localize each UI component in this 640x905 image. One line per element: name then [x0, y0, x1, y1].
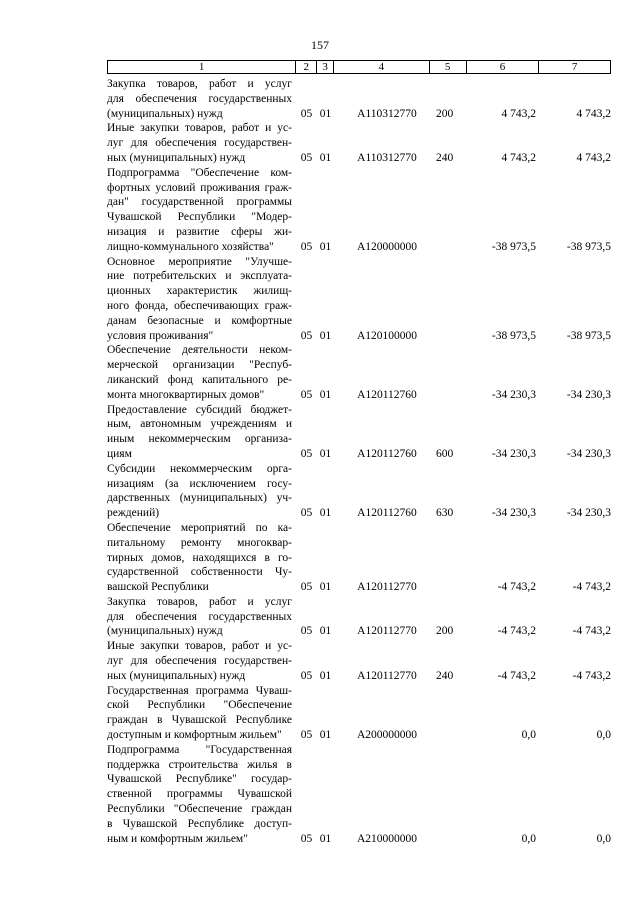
amount-col-7: -34 230,3 [566, 447, 611, 460]
description-line: низация и развитие сферы жи- [107, 225, 292, 238]
subsection-code: 01 [319, 625, 332, 638]
row-description [107, 343, 296, 402]
description-line: Предоставление субсидий бюджет- [107, 403, 292, 416]
col-header-7: 7 [571, 61, 578, 73]
amount-col-6: 4 743,2 [501, 151, 536, 164]
description-line: (муниципальных) нужд [107, 625, 223, 638]
amount-col-7: -38 973,5 [566, 329, 611, 342]
target-article-code: А120000000 [356, 240, 418, 253]
expense-type-code: 240 [436, 151, 454, 164]
description-line: вашской Республики [107, 581, 209, 594]
section-code: 05 [300, 832, 313, 845]
description-line: Иные закупки товаров, работ и ус- [107, 640, 292, 653]
row-description [107, 77, 296, 121]
description-line: Основное мероприятие "Улучше- [107, 255, 292, 268]
description-line: Обеспечение мероприятий по ка- [107, 521, 292, 534]
section-code: 05 [300, 107, 313, 120]
col-header-1: 1 [108, 61, 296, 73]
subsection-code: 01 [319, 447, 332, 460]
amount-col-6: -4 743,2 [497, 625, 536, 638]
section-code: 05 [300, 151, 313, 164]
subsection-code: 01 [319, 507, 332, 520]
description-line: мерческой организации "Респуб- [107, 359, 292, 372]
subsection-code: 01 [319, 107, 332, 120]
subsection-code: 01 [319, 729, 332, 742]
table-header [107, 60, 611, 74]
section-code: 05 [300, 507, 313, 520]
table-row [107, 743, 611, 847]
table-row [107, 166, 611, 255]
amount-col-6: -38 973,5 [491, 240, 536, 253]
description-line: ционных характеристик жилищ- [107, 285, 292, 298]
amount-col-7: -34 230,3 [566, 507, 611, 520]
description-line: граждан в Чувашской Республике [107, 714, 292, 727]
row-description [107, 684, 296, 743]
row-description [107, 255, 296, 344]
section-code: 05 [300, 240, 313, 253]
target-article-code: А120112770 [357, 669, 417, 682]
section-code: 05 [300, 447, 313, 460]
row-description [107, 166, 296, 255]
description-line: Государственная программа Чуваш- [107, 684, 292, 697]
subsection-code: 01 [319, 151, 332, 164]
description-line: для обеспечения государственных [107, 610, 292, 623]
description-line: фортных условий проживания граж- [107, 181, 292, 194]
description-line: ных (муниципальных) нужд [107, 151, 246, 164]
col-header-2: 2 [296, 61, 317, 73]
description-line: доступным и комфортным жильем" [107, 729, 282, 742]
description-line: Подпрограмма "Государственная [107, 743, 292, 756]
description-line: ным и комфортным жильем" [107, 832, 248, 845]
amount-col-6: -4 743,2 [497, 581, 536, 594]
description-line: луг для обеспечения государствен- [107, 655, 292, 668]
table-row [107, 684, 611, 743]
section-code: 05 [300, 669, 313, 682]
subsection-code: 01 [319, 581, 332, 594]
amount-col-7: -34 230,3 [566, 388, 611, 401]
description-line: Закупка товаров, работ и услуг [107, 595, 292, 608]
description-line: лищно-коммунального хозяйства" [107, 240, 274, 253]
amount-col-7: -4 743,2 [572, 625, 611, 638]
expense-type-code: 600 [436, 447, 454, 460]
subsection-code: 01 [319, 329, 332, 342]
description-line: сударственной собственности Чу- [107, 566, 292, 579]
amount-col-7: 4 743,2 [576, 151, 611, 164]
description-line: для обеспечения государственных [107, 92, 292, 105]
col-header-3: 3 [317, 61, 334, 73]
description-line: ного фонда, обеспечивающих граж- [107, 299, 292, 312]
target-article-code: А120112760 [357, 447, 417, 460]
target-article-code: А120112760 [357, 388, 417, 401]
description-line: низациям (за исключением госу- [107, 477, 292, 490]
table-row [107, 595, 611, 639]
subsection-code: 01 [319, 240, 332, 253]
description-line: данам безопасные и комфортные [107, 314, 292, 327]
description-line: Чувашской Республике" государ- [107, 773, 292, 786]
description-line: в Чувашской Республике доступ- [107, 817, 292, 830]
description-line: иным некоммерческим организа- [107, 433, 292, 446]
table-row [107, 521, 611, 595]
section-code: 05 [300, 388, 313, 401]
row-description [107, 743, 296, 847]
amount-col-6: -38 973,5 [491, 329, 536, 342]
row-description [107, 521, 296, 595]
description-line: дан" государственной программы [107, 196, 292, 209]
description-line: Иные закупки товаров, работ и ус- [107, 122, 292, 135]
description-line: Закупка товаров, работ и услуг [107, 78, 292, 90]
col-header-6: 6 [467, 61, 540, 73]
description-line: циям [107, 447, 132, 460]
col-header-5: 5 [430, 61, 467, 73]
description-line: тирных домов, находящихся в го- [107, 551, 292, 564]
amount-col-6: -4 743,2 [497, 669, 536, 682]
description-line: луг для обеспечения государствен- [107, 137, 292, 150]
amount-col-6: -34 230,3 [491, 388, 536, 401]
table-row [107, 462, 611, 521]
table-row [107, 255, 611, 344]
description-line: ных (муниципальных) нужд [107, 669, 246, 682]
amount-col-7: 0,0 [596, 729, 611, 742]
amount-col-7: 0,0 [596, 832, 611, 845]
col-header-4: 4 [334, 61, 430, 73]
description-line: (муниципальных) нужд [107, 107, 223, 120]
description-line: ным, автономным учреждениям и [107, 418, 292, 431]
target-article-code: А120112770 [357, 625, 417, 638]
target-article-code: А210000000 [356, 832, 418, 845]
expense-type-code: 200 [436, 107, 454, 120]
table-row [107, 639, 611, 683]
description-line: условия проживания" [107, 329, 214, 342]
section-code: 05 [300, 625, 313, 638]
description-line: Субсидии некоммерческим орга- [107, 462, 292, 475]
row-description [107, 639, 296, 683]
amount-col-7: -38 973,5 [566, 240, 611, 253]
target-article-code: А110312770 [357, 151, 417, 164]
table-row [107, 343, 611, 402]
page-number: 157 [311, 38, 329, 52]
description-line: Республики "Обеспечение граждан [107, 803, 292, 816]
target-article-code: А120112760 [357, 507, 417, 520]
row-description [107, 462, 296, 521]
section-code: 05 [300, 581, 313, 594]
description-line: Подпрограмма "Обеспечение ком- [107, 166, 292, 179]
description-line: Чувашской Республики "Модер- [107, 211, 292, 224]
section-code: 05 [300, 329, 313, 342]
description-line: ской Республики "Обеспечение [107, 699, 292, 712]
description-line: поддержка строительства жилья в [107, 758, 292, 771]
table-body [107, 77, 611, 846]
table-row [107, 121, 611, 165]
description-line: ликанский фонд капитального ре- [107, 373, 292, 386]
table-row [107, 403, 611, 462]
amount-col-6: 4 743,2 [501, 107, 536, 120]
target-article-code: А120112770 [357, 581, 417, 594]
description-line: ственной программы Чувашской [107, 788, 292, 801]
subsection-code: 01 [319, 669, 332, 682]
description-line: реждений) [107, 507, 160, 520]
row-description [107, 595, 296, 639]
expense-type-code: 240 [436, 669, 454, 682]
subsection-code: 01 [319, 388, 332, 401]
description-line: питальному ремонту многоквар- [107, 536, 292, 549]
description-line: дарственных (муниципальных) уч- [107, 492, 292, 505]
description-line: монта многоквартирных домов" [107, 388, 265, 401]
amount-col-6: -34 230,3 [491, 447, 536, 460]
description-line: Обеспечение деятельности неком- [107, 344, 292, 357]
target-article-code: А200000000 [356, 729, 418, 742]
target-article-code: А120100000 [356, 329, 418, 342]
amount-col-7: -4 743,2 [572, 581, 611, 594]
table-row [107, 77, 611, 121]
expense-type-code: 630 [436, 507, 454, 520]
row-description [107, 121, 296, 165]
amount-col-7: 4 743,2 [576, 107, 611, 120]
description-line: ние потребительских и эксплуата- [107, 270, 292, 283]
amount-col-7: -4 743,2 [572, 669, 611, 682]
expense-type-code: 200 [436, 625, 454, 638]
target-article-code: А110312770 [357, 107, 417, 120]
section-code: 05 [300, 729, 313, 742]
amount-col-6: -34 230,3 [491, 507, 536, 520]
amount-col-6: 0,0 [521, 729, 536, 742]
amount-col-6: 0,0 [521, 832, 536, 845]
row-description [107, 403, 296, 462]
subsection-code: 01 [319, 832, 332, 845]
